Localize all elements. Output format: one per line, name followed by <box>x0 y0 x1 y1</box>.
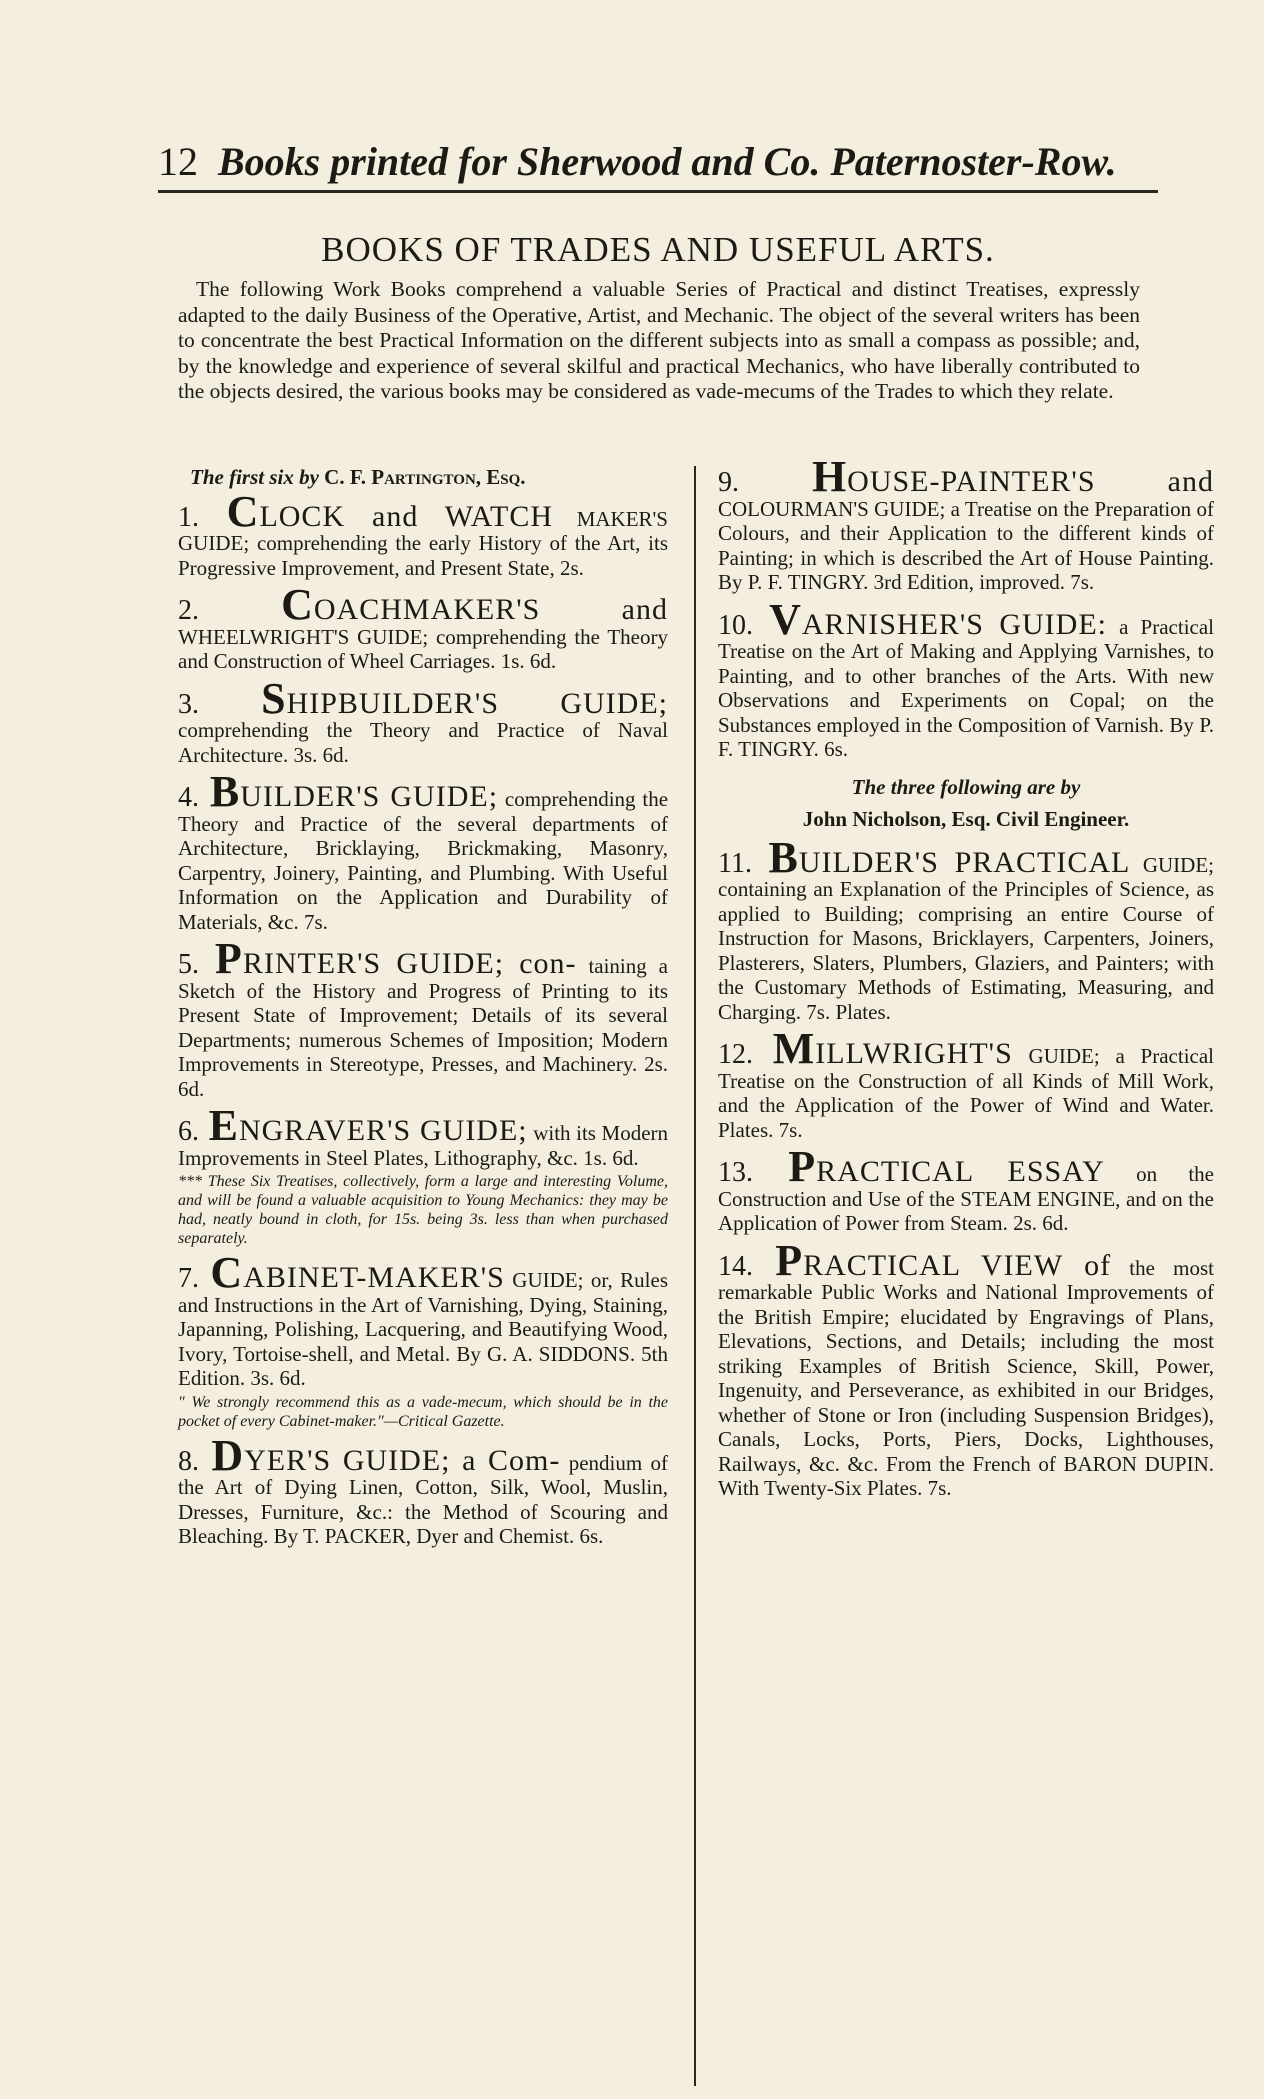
entry-title <box>209 767 499 816</box>
entry-title <box>775 1235 1112 1285</box>
entry-number: 11. <box>718 847 752 879</box>
entry-body: the most remarkable Public Works and National Improvements of the British Empire; elucidated by Engravings of Plans, Elevations, Sections, and Details; including the most striking Examples of British Science, Skill, Power, Ingenuity, and Perseverance, as exhibited in our Bridges, whether of Stone or Iron (including Suspension Bridges), Canals, Locks, Ports, Piers, Docks, Lighthouses, Railways, &c. &c. From the French of BARON DUPIN. With Twenty-Six Plates. 7s. <box>718 1255 1214 1500</box>
entry-body: pendium of the Art of Dying Linen, Cotton, Silk, Wool, Muslin, Dresses, Furniture, &c.: the Method of Scouring and Bleaching. By T. PACKER, Dyer and Chemist. 6s. <box>178 1450 669 1548</box>
entry-8 <box>178 1430 669 1549</box>
entry-number: 12. <box>718 1039 753 1070</box>
entry-3 <box>178 673 668 768</box>
entry-number: 14. <box>718 1250 753 1282</box>
entry-title <box>261 673 668 723</box>
entry-number: 8. <box>178 1445 199 1477</box>
entry-title-rest: ABINET-MAKER'S <box>243 1261 505 1294</box>
entry-body: comprehending the Theory and Practice of the several departments of Architecture, Bricklaying, Brickmaking, Masonry, Carpentry, Joinery, Painting, and Plumbing. With Useful Information on the Application and Durability of Materials, &c. 7s. <box>178 787 669 934</box>
left-attribution <box>190 465 668 490</box>
entry-title <box>772 1024 1013 1073</box>
entry-12 <box>718 1024 1215 1142</box>
entry-number: 4. <box>178 782 199 813</box>
entry-10 <box>718 594 1214 762</box>
entry-title <box>214 934 577 983</box>
entry-initial: V <box>769 594 802 644</box>
entry-number: 6. <box>178 1116 199 1147</box>
attribution-prefix: The first six by <box>190 465 319 489</box>
entry-note: *** These Six Treatises, collectively, form a large and interesting Volume, and will be found a valuable acquisition to Young Mechanics: they may be had, neatly bound in cloth, for 15s. being 3s. less than when purchased separately. <box>178 1173 668 1247</box>
entry-body: MAKER'S GUIDE; comprehending the early History of the Art, its Progressive Improvement, and Present State, 2s. <box>178 506 668 580</box>
entry-initial: S <box>261 673 287 723</box>
entry-body: GUIDE; a Practical Treatise on the Construction of all Kinds of Mill Work, and the Application of the Power of Wind and Water. Plates. 7s. <box>718 1044 1215 1142</box>
entry-number: 1. <box>178 501 199 533</box>
entry-body: GUIDE; containing an Explanation of the Principles of Science, as applied to Building; comprising an entire Course of Instruction for Masons, Bricklayers, Carpenters, Joiners, Plasterers, Slaters, Plumbers, Glaziers, and Painters; with the Customary Methods of Estimating, Measuring, and Charging. 7s. Plates. <box>718 852 1214 1024</box>
entry-title <box>211 1430 561 1480</box>
entry-title <box>811 452 1214 501</box>
entry-initial: E <box>208 1101 239 1150</box>
left-column <box>178 465 668 1562</box>
entry-title-rest: ARNISHER'S GUIDE: <box>801 607 1107 641</box>
entry-number: 3. <box>178 688 199 720</box>
entry-title-rest: OACHMAKER'S and <box>313 593 668 626</box>
entry-initial: P <box>788 1142 817 1191</box>
entry-body: with its Modern Improvements in Steel Plates, Lithography, &c. 1s. 6d. <box>178 1121 669 1170</box>
entry-title-rest: NGRAVER'S GUIDE; <box>238 1114 528 1147</box>
entry-14 <box>718 1235 1214 1501</box>
entry-title-rest: UILDER'S GUIDE; <box>240 780 499 813</box>
entry-title <box>768 832 1131 882</box>
entry-body: a Practical Treatise on the Art of Making and Applying Varnishes, to Painting, and to other branches of the Arts. With new Observations and Experiments on Copal; on the Substances employed in the Composition of Varnish. By P. F. TINGRY. 6s. <box>718 614 1214 761</box>
entry-4 <box>178 767 669 934</box>
entry-1 <box>178 486 668 581</box>
entry-title-rest: UILDER'S PRACTICAL <box>798 845 1131 879</box>
running-head <box>158 138 1158 185</box>
entry-note: " We strongly recommend this as a vade-mecum, which should be in the pocket of every Cabinet-maker."—Critical Gazette. <box>178 1393 668 1430</box>
entry-initial: P <box>214 934 243 983</box>
right-attribution-line2: John Nicholson, Esq. Civil Engineer. <box>802 807 1130 831</box>
page-number: 12 <box>158 139 198 184</box>
entry-initial: C <box>226 486 260 536</box>
entry-5 <box>178 934 668 1101</box>
entry-body: taining a Sketch of the History and Progress of Printing to its Present State of Improvement; Details of its several Departments; numerous Schemes of Imposition; Modern Improvements in Stereotype, Presses, and Machinery. 2s. 6d. <box>178 954 668 1101</box>
entry-title <box>226 486 554 536</box>
entry-title-rest: LOCK and WATCH <box>259 499 554 533</box>
entry-body: COLOURMAN'S GUIDE; a Treatise on the Preparation of Colours, and their Application to the different kinds of Painting; in which is described the Art of House Painting. By P. F. TINGRY. 3rd Edition, improved. 7s. <box>718 496 1214 594</box>
right-attribution-line1: The three following are by <box>851 774 1081 799</box>
entry-title <box>769 594 1107 644</box>
entry-initial: C <box>210 1248 244 1297</box>
entry-initial: D <box>211 1430 245 1480</box>
entry-body: on the Construction and Use of the STEAM ENGINE, and on the Application of Power from Steam. 2s. 6d. <box>718 1162 1215 1235</box>
entry-initial: C <box>281 580 314 629</box>
entry-9 <box>718 452 1214 595</box>
entry-title-rest: RACTICAL VIEW of <box>803 1248 1112 1282</box>
entry-title-rest: RINTER'S GUIDE; con- <box>242 947 577 980</box>
entry-6 <box>178 1101 669 1248</box>
entry-number: 2. <box>178 595 199 626</box>
entry-title <box>210 1248 505 1297</box>
intro-paragraph: The following Work Books comprehend a valuable Series of Practical and distinct Treatises, expressly adapted to the daily Business of the Operative, Artist, and Mechanic. The object of the several writers has been to concentrate the best Practical Information on the different subjects into as small a compass as possible; and, by the knowledge and experience of several skilful and practical Mechanics, who have liberally contributed to the objects desired, the various books may be considered as vade-mecums of the Trades to which they relate. <box>178 277 1140 403</box>
entry-body: WHEELWRIGHT'S GUIDE; comprehending the Theory and Construction of Wheel Carriages. 1s. 6d. <box>178 624 668 673</box>
entry-body: GUIDE; or, Rules and Instructions in the Art of Varnishing, Dying, Staining, Japanning, Polishing, Lacquering, and Beautifying Wood, Ivory, Tortoise-shell, and Metal. By G. A. SIDDONS. 5th Edition. 3s. 6d. <box>178 1268 669 1390</box>
entry-number: 9. <box>718 467 739 498</box>
attribution-name: C. F. Partington, Esq. <box>324 465 526 489</box>
entry-title-rest: ILLWRIGHT'S <box>815 1037 1013 1070</box>
entry-title <box>788 1142 1105 1191</box>
entry-11 <box>718 832 1214 1025</box>
entry-initial: M <box>772 1024 816 1073</box>
entry-title <box>281 580 668 629</box>
running-title: Books printed for Sherwood and Co. Paternoster-Row. <box>218 139 1117 184</box>
entry-initial: B <box>209 767 241 816</box>
right-column <box>718 452 1215 1514</box>
entry-initial: P <box>775 1235 804 1285</box>
entry-body: comprehending the Theory and Practice of Naval Architecture. 3s. 6d. <box>178 718 668 767</box>
entry-13 <box>718 1142 1215 1236</box>
entry-7 <box>178 1248 669 1431</box>
entry-title-rest: RACTICAL ESSAY <box>816 1155 1105 1188</box>
entry-number: 5. <box>178 949 199 980</box>
entry-initial: B <box>768 832 799 882</box>
entry-number: 7. <box>178 1263 199 1294</box>
entry-title-rest: YER'S GUIDE; a Com- <box>244 1443 561 1477</box>
header-rule <box>158 190 1158 193</box>
entry-title-rest: HIPBUILDER'S GUIDE; <box>286 686 668 720</box>
entry-number: 10. <box>718 609 753 641</box>
column-divider <box>694 466 696 2086</box>
entry-2 <box>178 580 668 674</box>
entry-initial: H <box>811 452 848 501</box>
entry-number: 13. <box>718 1157 753 1188</box>
entry-title <box>208 1101 528 1150</box>
section-title: BOOKS OF TRADES AND USEFUL ARTS. <box>321 230 995 269</box>
entry-title-rest: OUSE-PAINTER'S and <box>847 465 1214 498</box>
